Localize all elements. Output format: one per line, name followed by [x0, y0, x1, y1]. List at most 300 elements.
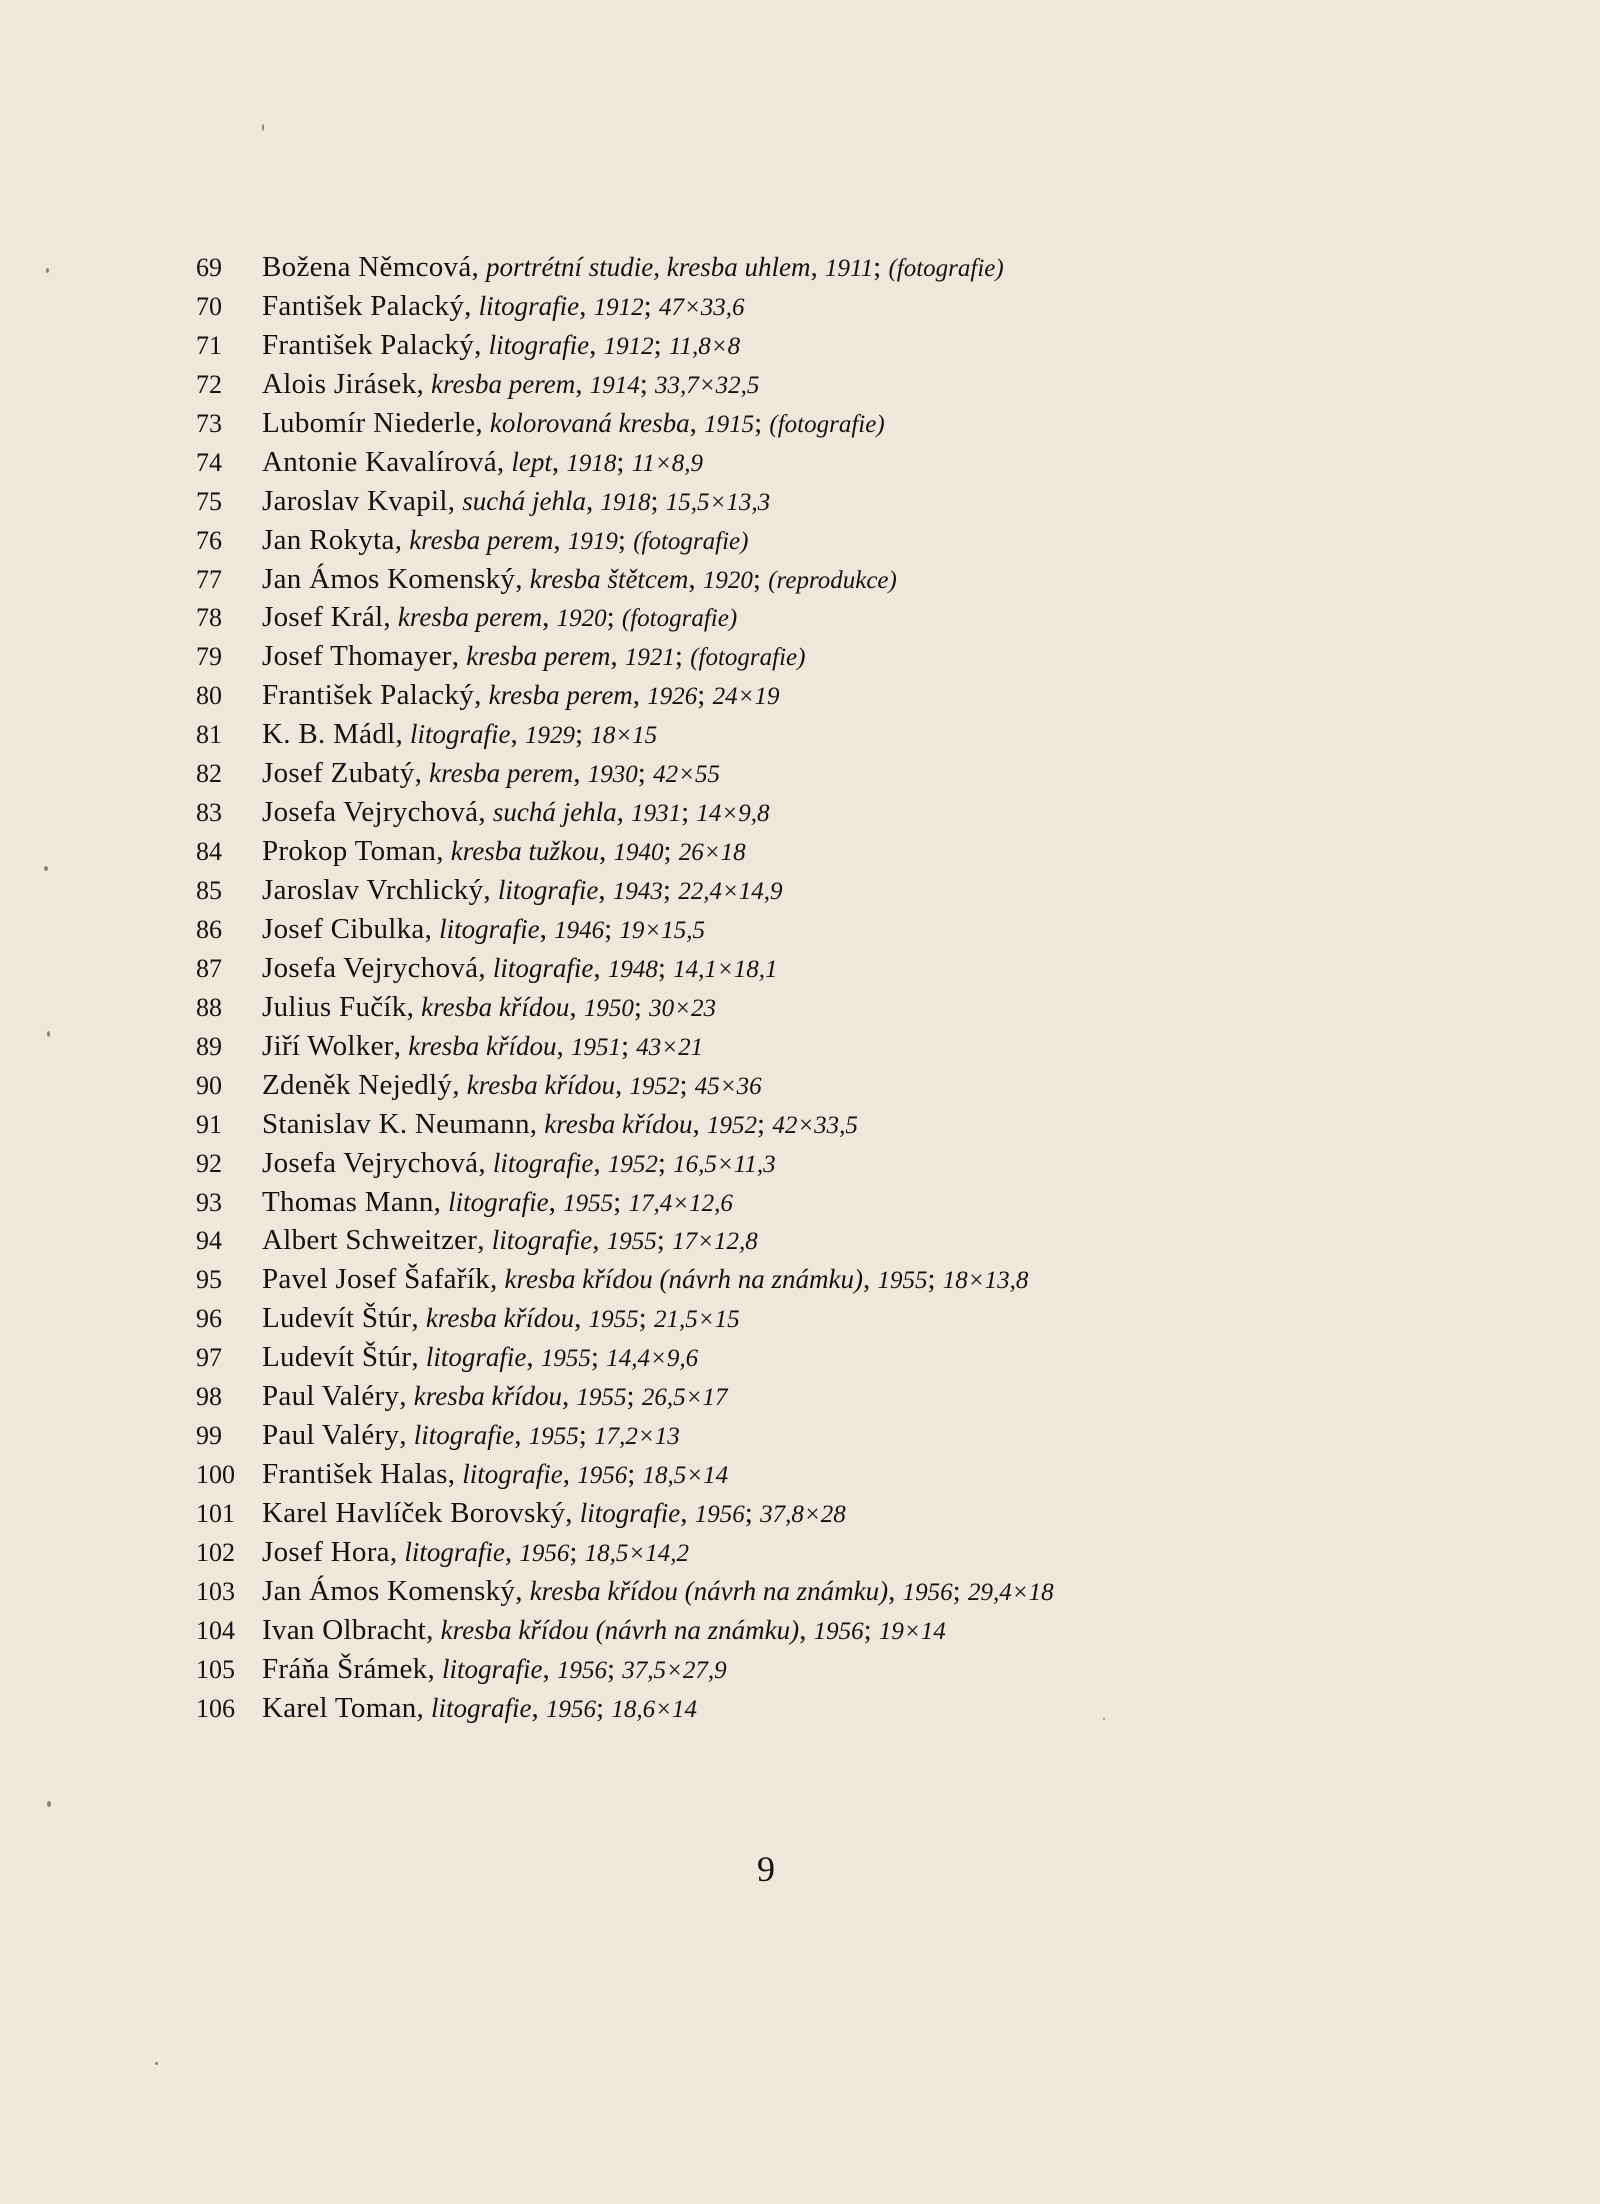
separator: , [539, 912, 555, 945]
separator: , [424, 912, 440, 945]
separator: , [585, 484, 601, 517]
dimensions: (fotografie) [621, 605, 738, 633]
sitter-name: Josef Hora [262, 1535, 390, 1568]
catalog-entry [196, 1572, 1556, 1611]
catalog-entry [196, 598, 1556, 637]
separator: , [556, 1029, 571, 1062]
separator: ; [681, 796, 697, 829]
separator: ; [617, 523, 634, 556]
entry-number: 84 [196, 837, 222, 867]
year: 1926 [647, 683, 698, 711]
entry-number: 80 [196, 681, 222, 711]
separator: , [632, 679, 648, 712]
entry-number: 102 [196, 1537, 235, 1567]
dimensions: 18×15 [590, 722, 658, 750]
separator: , [562, 1458, 578, 1491]
technique: litografie [579, 1498, 681, 1528]
entry-number: 97 [196, 1343, 222, 1373]
separator: , [452, 1068, 467, 1101]
separator: ; [633, 990, 650, 1023]
catalog-entry [196, 560, 1556, 599]
technique: kresba perem [466, 641, 611, 672]
separator: ; [590, 1341, 607, 1374]
separator: ; [606, 601, 622, 634]
entry-number: 92 [196, 1148, 222, 1178]
separator: ; [952, 1574, 968, 1607]
separator: , [474, 328, 489, 361]
dimensions: 37,5×27,9 [622, 1656, 727, 1684]
sitter-name: Pavel Josef Šafařík [262, 1263, 490, 1296]
sitter-name: Josefa Vejrychová [262, 796, 479, 829]
separator: ; [613, 1185, 629, 1218]
separator: ; [575, 718, 591, 751]
separator: ; [627, 1458, 643, 1491]
separator: , [593, 1146, 608, 1179]
separator: ; [643, 289, 659, 322]
entry-number: 81 [196, 720, 222, 750]
dimensions: 19×15,5 [619, 916, 706, 944]
separator: , [688, 562, 703, 595]
year: 1955 [540, 1345, 591, 1373]
separator: , [862, 1263, 878, 1296]
technique: kresba perem [397, 602, 543, 633]
year: 1952 [607, 1150, 658, 1178]
separator: , [399, 1419, 414, 1452]
separator: , [515, 562, 530, 595]
separator: ; [927, 1263, 943, 1296]
separator: ; [578, 1419, 595, 1452]
dimensions: 24×19 [712, 683, 780, 711]
catalog-entry [196, 715, 1556, 754]
entry-number: 85 [196, 876, 222, 905]
separator: ; [604, 912, 620, 945]
year: 1956 [556, 1656, 607, 1684]
year: 1920 [702, 566, 753, 594]
year: 1955 [563, 1189, 614, 1217]
separator: ; [744, 1497, 761, 1529]
separator: , [526, 1341, 541, 1374]
entry-number: 88 [196, 992, 222, 1022]
year: 1950 [583, 994, 634, 1022]
separator: , [510, 718, 525, 751]
catalog-entry [196, 949, 1556, 988]
dimensions: 19×14 [878, 1617, 946, 1645]
catalog-entry [196, 1533, 1556, 1572]
catalog-entry [196, 1416, 1556, 1455]
catalog-entry [196, 365, 1556, 404]
year: 1946 [554, 916, 605, 944]
technique: litografie [410, 719, 511, 750]
separator: ; [620, 1029, 637, 1062]
separator: , [799, 1613, 814, 1646]
technique: litografie [478, 290, 580, 321]
year: 1956 [902, 1578, 953, 1606]
paper-speck [47, 1031, 50, 1037]
separator: , [553, 523, 568, 556]
separator: ; [626, 1380, 642, 1413]
separator: , [406, 990, 422, 1023]
separator: ; [679, 1068, 695, 1101]
separator: ; [754, 406, 770, 439]
dimensions: 18,5×14 [642, 1462, 729, 1490]
dimensions: (reprodukce) [768, 566, 897, 594]
dimensions: 45×36 [694, 1072, 762, 1100]
dimensions: 47×33,6 [658, 293, 745, 321]
catalog-entry [196, 793, 1556, 832]
separator: , [575, 367, 590, 400]
separator: , [414, 757, 430, 790]
separator: , [610, 640, 625, 673]
year: 1956 [694, 1501, 745, 1528]
separator: , [592, 1224, 607, 1257]
sitter-name: František Palacký [262, 679, 475, 712]
separator: , [598, 874, 613, 906]
separator: , [548, 1185, 564, 1218]
separator: ; [637, 757, 654, 790]
year: 1955 [528, 1423, 579, 1451]
separator: , [478, 796, 493, 829]
dimensions: 37,8×28 [760, 1501, 846, 1528]
separator: , [393, 1029, 409, 1062]
separator: , [416, 367, 432, 400]
sitter-name: K. B. Mádl [262, 718, 396, 751]
technique: kresba perem [409, 524, 554, 555]
sitter-name: Thomas Mann [262, 1185, 434, 1218]
catalog-entry [196, 1689, 1556, 1728]
year: 1948 [607, 955, 658, 983]
separator: , [475, 406, 490, 439]
dimensions: 43×21 [636, 1033, 704, 1061]
entry-number: 82 [196, 759, 222, 789]
year: 1955 [877, 1267, 928, 1295]
technique: kresba křídou [425, 1303, 575, 1334]
dimensions: 17×12,8 [672, 1228, 758, 1256]
entry-number: 77 [196, 564, 222, 594]
entry-number: 104 [196, 1615, 235, 1645]
technique: litografie [492, 952, 594, 983]
separator: , [888, 1574, 903, 1607]
separator: , [614, 1068, 630, 1101]
dimensions: 18×13,8 [942, 1267, 1029, 1295]
year: 1956 [546, 1695, 597, 1723]
entry-number: 96 [196, 1304, 222, 1334]
separator: , [477, 1224, 492, 1257]
dimensions: 17,4×12,6 [628, 1189, 733, 1217]
entry-number: 89 [196, 1031, 222, 1061]
dimensions: 14,4×9,6 [606, 1345, 699, 1373]
separator: , [427, 1652, 442, 1685]
dimensions: (fotografie) [888, 255, 1004, 282]
dimensions: 22,4×14,9 [678, 878, 783, 905]
separator: , [515, 1574, 530, 1607]
entry-number: 79 [196, 642, 222, 672]
catalog-entry [196, 1377, 1556, 1416]
separator: , [411, 1302, 426, 1335]
separator: ; [674, 640, 691, 673]
separator: ; [657, 1146, 674, 1179]
technique: kresba křídou [408, 1030, 557, 1061]
separator: , [426, 1613, 441, 1646]
separator: , [411, 1341, 426, 1374]
catalog-entry [196, 988, 1556, 1027]
entry-number: 87 [196, 953, 222, 983]
entry-number: 78 [196, 603, 222, 633]
entry-number: 105 [196, 1654, 235, 1684]
dimensions: 14,1×18,1 [673, 955, 778, 983]
separator: , [692, 1107, 707, 1140]
separator: ; [639, 367, 656, 400]
catalog-entry [196, 832, 1556, 871]
separator: ; [662, 874, 679, 906]
technique: litografie [488, 329, 590, 360]
year: 1921 [624, 644, 675, 672]
catalog-entry [196, 1144, 1556, 1183]
separator: , [447, 484, 463, 517]
year: 1930 [587, 761, 638, 789]
year: 1956 [577, 1462, 628, 1490]
separator: , [593, 951, 608, 984]
sitter-name: Albert Schweitzer [262, 1224, 478, 1257]
year: 1929 [525, 722, 575, 750]
catalog-entry [196, 443, 1556, 482]
year: 1918 [566, 449, 617, 477]
year: 1956 [813, 1617, 864, 1645]
year: 1911 [825, 255, 874, 282]
catalog-entry [196, 248, 1556, 287]
separator: , [598, 835, 614, 868]
separator: ; [616, 445, 632, 478]
entry-number: 91 [196, 1109, 222, 1139]
technique: suchá jehla [492, 797, 617, 828]
catalog-entry [196, 871, 1556, 910]
technique: litografie [462, 1459, 563, 1490]
technique: kresba perem [488, 680, 633, 711]
dimensions: 16,5×11,3 [673, 1150, 776, 1178]
catalog-entry [196, 1221, 1556, 1260]
technique: litografie [431, 1692, 532, 1723]
technique: kolorovaná kresba [489, 407, 690, 438]
year: 1915 [704, 410, 755, 438]
technique: kresba křídou [544, 1108, 693, 1139]
entry-number: 101 [196, 1499, 235, 1528]
catalog-entry [196, 404, 1556, 443]
separator: , [471, 251, 487, 283]
separator: , [579, 289, 594, 322]
separator: , [399, 1380, 414, 1413]
sitter-name: Karel Havlíček Borovský [262, 1497, 566, 1529]
catalog-entry [196, 1455, 1556, 1494]
catalog-entry [196, 1611, 1556, 1650]
catalog-entry [196, 1183, 1556, 1222]
year: 1955 [576, 1384, 627, 1412]
technique: kresba tužkou [450, 836, 599, 867]
sitter-name: František Palacký [262, 328, 475, 361]
technique: litografie [425, 1342, 527, 1373]
dimensions: 26×18 [678, 839, 746, 867]
catalog-entry [196, 1338, 1556, 1377]
separator: , [394, 523, 410, 556]
entry-number: 76 [196, 525, 222, 555]
separator: ; [606, 1652, 623, 1685]
technique: litografie [404, 1536, 505, 1567]
catalog-entry [196, 1299, 1556, 1338]
technique: kresba perem [431, 368, 576, 399]
separator: , [451, 640, 467, 673]
entry-number: 93 [196, 1187, 222, 1217]
separator: , [810, 251, 825, 283]
separator: , [616, 796, 632, 829]
year: 1951 [570, 1033, 621, 1061]
entry-number: 98 [196, 1382, 222, 1412]
sitter-name: Josef Král [262, 601, 384, 634]
sitter-name: Josef Zubatý [262, 757, 415, 790]
sitter-name: Josef Thomayer [262, 640, 452, 673]
separator: , [395, 718, 410, 751]
separator: , [478, 951, 493, 984]
separator: , [529, 1107, 545, 1140]
separator: , [504, 1535, 520, 1568]
paper-speck [44, 866, 48, 871]
sitter-name: Karel Toman [262, 1691, 417, 1724]
sitter-name: Jan Ámos Komenský [262, 562, 516, 595]
year: 1955 [606, 1228, 657, 1256]
sitter-name: Josefa Vejrychová [262, 1146, 479, 1179]
sitter-name: Ludevít Štúr [262, 1341, 412, 1374]
technique: kresba křídou (návrh na známku) [529, 1575, 889, 1606]
year: 1955 [588, 1306, 639, 1334]
sitter-name: Paul Valéry [262, 1419, 400, 1452]
catalog-entry [196, 754, 1556, 793]
entry-number: 90 [196, 1070, 222, 1100]
sitter-name: Lubomír Niederle [262, 406, 476, 439]
catalog-entry [196, 1494, 1556, 1533]
separator: ; [657, 951, 674, 984]
sitter-name: Jaroslav Vrchlický [262, 874, 484, 906]
year: 1943 [612, 878, 663, 905]
catalog-entry [196, 326, 1556, 365]
entry-number: 75 [196, 486, 222, 516]
technique: litografie [492, 1147, 594, 1178]
separator: , [689, 406, 705, 439]
technique: suchá jehla [462, 485, 586, 516]
separator: , [574, 1302, 589, 1335]
dimensions: (fotografie) [633, 527, 749, 555]
sitter-name: Josefa Vejrychová [262, 951, 479, 984]
year: 1918 [600, 488, 651, 516]
sitter-name: Paul Valéry [262, 1380, 400, 1413]
entry-number: 100 [196, 1460, 235, 1490]
dimensions: 26,5×17 [641, 1384, 728, 1412]
sitter-name: Jan Ámos Komenský [262, 1574, 516, 1607]
sitter-name: Prokop Toman [262, 835, 437, 868]
entry-number: 73 [196, 408, 222, 438]
dimensions: 33,7×32,5 [655, 371, 760, 399]
separator: ; [697, 679, 713, 712]
separator: , [447, 1458, 463, 1491]
year: 1931 [631, 800, 682, 828]
separator: , [589, 328, 604, 361]
catalog-entry [196, 1066, 1556, 1105]
sitter-name: Zdeněk Nejedlý [262, 1068, 453, 1101]
catalog-entry [196, 287, 1556, 326]
technique: kresba křídou [421, 991, 570, 1022]
year: 1912 [593, 293, 644, 321]
technique: kresba křídou (návrh na známku) [440, 1614, 800, 1645]
separator: , [573, 757, 588, 790]
separator: , [483, 874, 498, 906]
year: 1912 [603, 332, 654, 360]
separator: , [433, 1185, 449, 1218]
dimensions: 29,4×18 [967, 1578, 1054, 1606]
separator: , [474, 679, 489, 712]
catalog-entry [196, 1105, 1556, 1144]
sitter-name: Josef Cibulka [262, 912, 425, 945]
dimensions: (fotografie) [690, 644, 806, 672]
dimensions: 42×33,5 [772, 1111, 858, 1139]
entry-number: 106 [196, 1693, 235, 1723]
separator: ; [663, 835, 679, 868]
catalog-entry [196, 482, 1556, 521]
year: 1952 [707, 1111, 757, 1139]
separator: , [496, 445, 512, 478]
separator: ; [638, 1302, 654, 1335]
technique: litografie [497, 875, 599, 905]
technique: litografie [491, 1225, 593, 1256]
separator: , [514, 1419, 529, 1452]
entry-number: 94 [196, 1226, 222, 1256]
catalog-entry [196, 1027, 1556, 1066]
entry-number: 99 [196, 1421, 222, 1451]
separator: , [389, 1535, 405, 1568]
entry-number: 86 [196, 914, 222, 944]
year: 1956 [519, 1539, 570, 1567]
technique: litografie [413, 1420, 515, 1451]
separator: , [531, 1691, 547, 1724]
dimensions: (fotografie) [769, 410, 885, 438]
catalog-entry [196, 676, 1556, 715]
page-number: 9 [757, 1849, 775, 1889]
sitter-name: Fantišek Palacký [262, 289, 465, 322]
dimensions: 30×23 [649, 994, 717, 1022]
entry-number: 70 [196, 291, 222, 321]
dimensions: 21,5×15 [653, 1306, 740, 1334]
sitter-name: Stanislav K. Neumann [262, 1107, 530, 1140]
separator: ; [650, 484, 666, 517]
portrait-catalog-list [196, 248, 1556, 1728]
sitter-name: Božena Němcová [262, 251, 472, 283]
separator: , [551, 445, 567, 478]
year: 1920 [556, 605, 607, 633]
separator: , [542, 1652, 557, 1685]
dimensions: 15,5×13,3 [665, 488, 771, 516]
separator: , [478, 1146, 493, 1179]
technique: kresba křídou [466, 1069, 615, 1100]
catalog-entry [196, 1260, 1556, 1299]
year: 1914 [589, 371, 640, 399]
year: 1952 [629, 1072, 680, 1100]
separator: , [569, 990, 584, 1023]
dimensions: 11×8,9 [631, 449, 703, 477]
separator: ; [863, 1613, 879, 1646]
paper-speck [1103, 1718, 1105, 1720]
separator: , [436, 835, 451, 868]
dimensions: 14×9,8 [696, 800, 770, 828]
catalog-entry [196, 910, 1556, 949]
technique: kresba křídou (návrh na známku) [504, 1264, 863, 1295]
catalog-entry [196, 521, 1556, 560]
separator: , [489, 1263, 505, 1296]
paper-speck [47, 1801, 51, 1807]
